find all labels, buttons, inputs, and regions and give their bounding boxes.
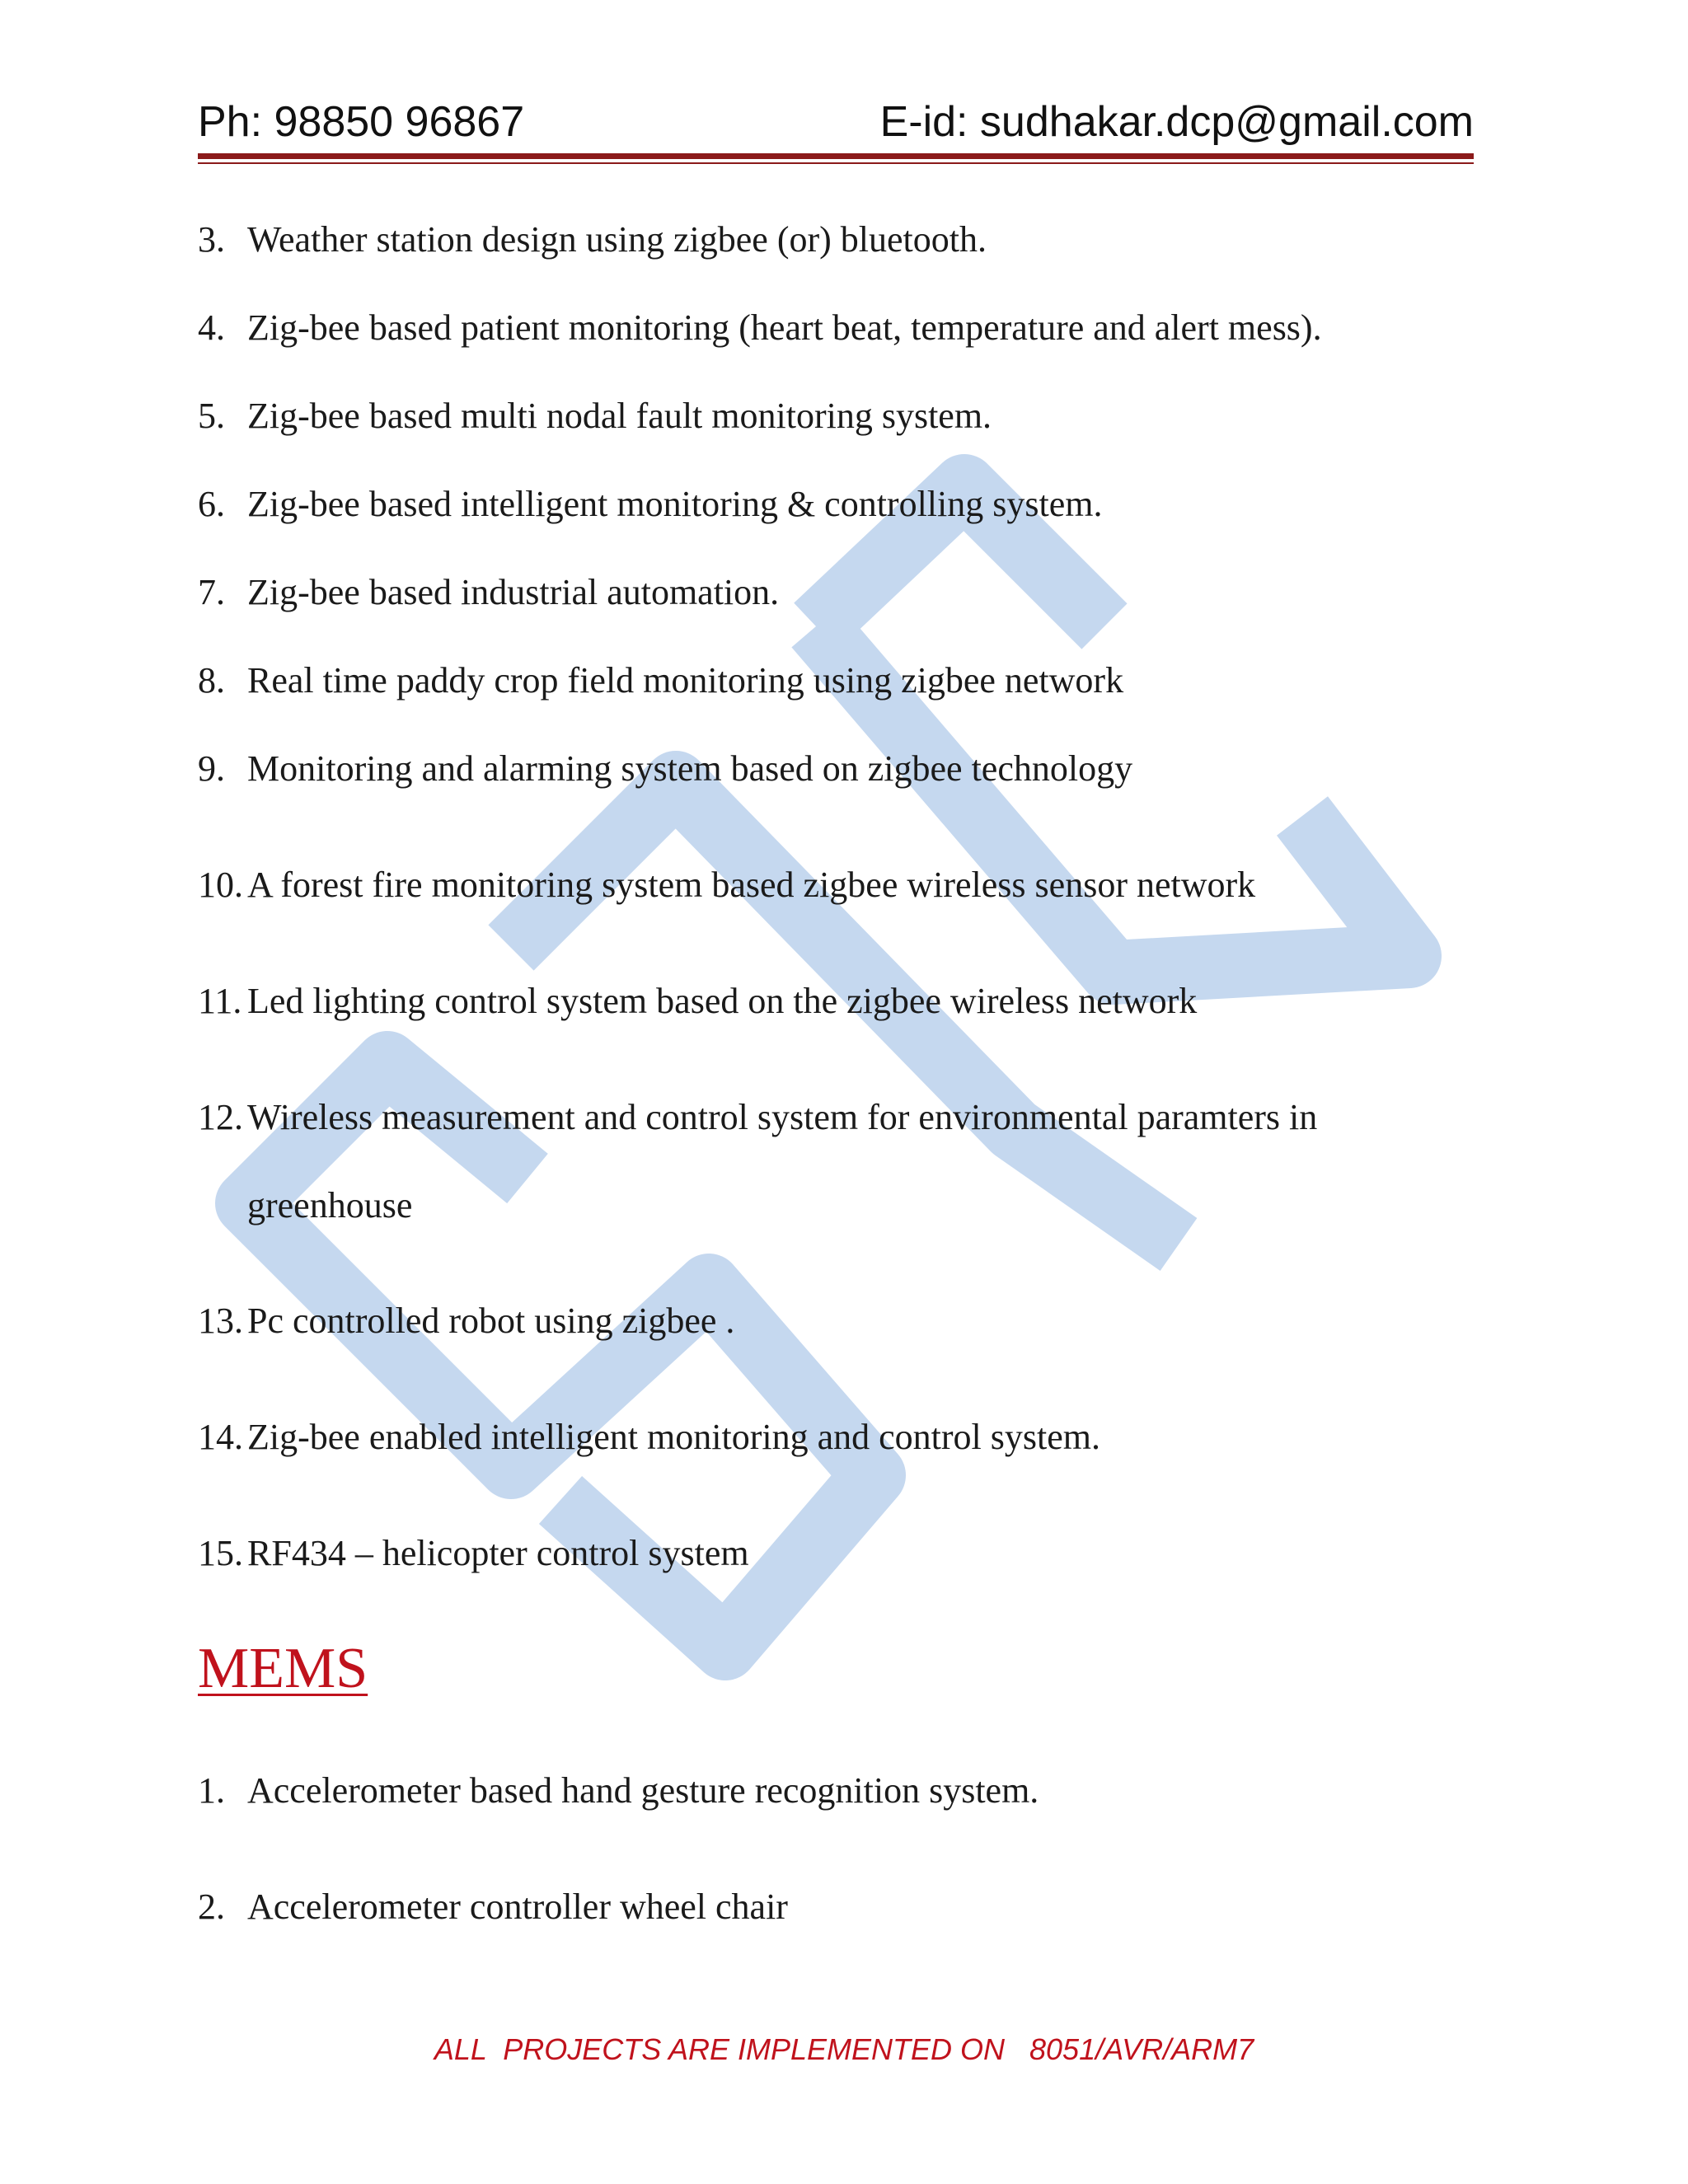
item-text: Accelerometer based hand gesture recognition system.	[247, 1770, 1039, 1811]
header-rule	[198, 153, 1474, 159]
item-text: RF434 – helicopter control system	[247, 1533, 749, 1573]
item-text: Zig-bee based intelligent monitoring & controlling system.	[247, 484, 1103, 524]
list-item	[198, 1414, 1100, 1460]
item-number: 15.	[198, 1533, 243, 1573]
phone-number: Ph: 98850 96867	[198, 98, 525, 146]
item-number: 9.	[198, 748, 225, 789]
item-text-continuation: greenhouse	[247, 1185, 413, 1226]
item-number: 4.	[198, 307, 225, 348]
item-text: Pc controlled robot using zigbee .	[247, 1301, 735, 1341]
item-text: Led lighting control system based on the zigbee wireless network	[247, 981, 1198, 1021]
list-item	[198, 1884, 788, 1930]
item-number: 11.	[198, 981, 242, 1021]
item-number: 1.	[198, 1770, 225, 1811]
list-item	[198, 1298, 734, 1344]
list-item	[198, 978, 1197, 1024]
item-number: 7.	[198, 572, 225, 612]
item-number: 12.	[198, 1097, 243, 1137]
item-text: Zig-bee based patient monitoring (heart beat, temperature and alert mess).	[247, 307, 1322, 348]
item-number: 5.	[198, 396, 225, 436]
list-item	[198, 393, 992, 439]
item-text: Zig-bee enabled intelligent monitoring and control system.	[247, 1417, 1100, 1457]
item-number: 3.	[198, 219, 225, 260]
item-number: 14.	[198, 1417, 243, 1457]
item-text: Accelerometer controller wheel chair	[247, 1886, 788, 1927]
item-text: Real time paddy crop field monitoring using zigbee network	[247, 660, 1124, 701]
section-heading-mems: MEMS	[198, 1637, 368, 1700]
item-text: Weather station design using zigbee (or) bluetooth.	[247, 219, 987, 260]
list-item	[198, 658, 1123, 704]
item-number: 8.	[198, 660, 225, 701]
item-number: 6.	[198, 484, 225, 524]
item-text: A forest fire monitoring system based zigbee wireless sensor network	[247, 865, 1256, 905]
page-footer: ALL PROJECTS ARE IMPLEMENTED ON 8051/AVR/ARM7	[434, 2032, 1254, 2066]
email-address: E-id: sudhakar.dcp@gmail.com	[879, 98, 1474, 146]
list-item	[198, 746, 1132, 792]
item-text: Zig-bee based multi nodal fault monitoring system.	[247, 396, 992, 436]
list-item	[198, 305, 1322, 351]
item-text: Zig-bee based industrial automation.	[247, 572, 780, 612]
list-item	[198, 1094, 1318, 1226]
item-number: 13.	[198, 1301, 243, 1341]
list-item	[198, 569, 779, 616]
list-item	[198, 481, 1102, 527]
page-header	[198, 97, 1474, 155]
list-item	[198, 862, 1255, 908]
item-text: Wireless measurement and control system for environmental paramters in	[247, 1097, 1318, 1137]
header-rule-thin	[198, 162, 1474, 164]
item-number: 2.	[198, 1886, 225, 1927]
list-item	[198, 1530, 749, 1577]
list-item	[198, 1768, 1039, 1814]
item-text: Monitoring and alarming system based on zigbee technology	[247, 748, 1133, 789]
item-number: 10.	[198, 865, 243, 905]
list-item	[198, 217, 987, 263]
